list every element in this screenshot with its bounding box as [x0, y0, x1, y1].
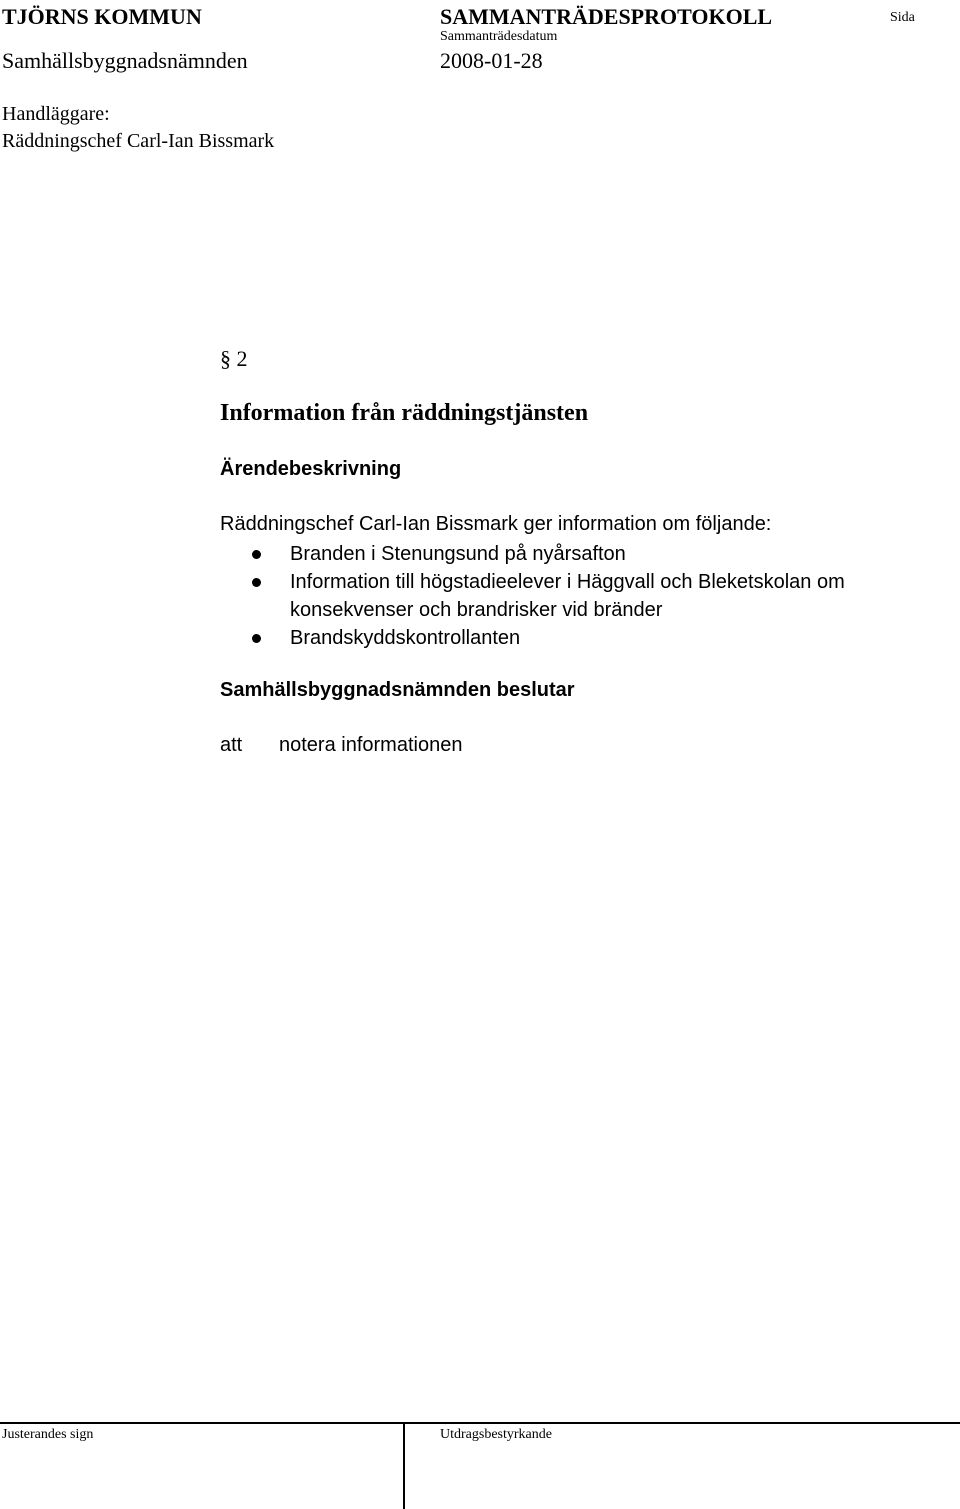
- meeting-date: 2008-01-28: [440, 48, 543, 73]
- page-title: Information från räddningstjänsten: [220, 400, 589, 426]
- list-item-text-line2: konsekvenser och brandrisker vid bränder: [290, 599, 663, 621]
- organization-name: TJÖRNS KOMMUN: [2, 4, 202, 29]
- bullet-list: [250, 540, 845, 652]
- section-subheading: Ärendebeskrivning: [220, 458, 402, 480]
- list-item-text-line1: Information till högstadieelever i Häggvall och Bleketskolan om: [290, 571, 845, 593]
- decision-text: notera informationen: [279, 734, 463, 756]
- bullet-icon: [252, 550, 261, 559]
- board-name: Samhällsbyggnadsnämnden: [2, 48, 248, 73]
- list-item: [250, 624, 845, 652]
- bullet-icon: [252, 578, 261, 587]
- paragraph-number: § 2: [220, 346, 248, 371]
- handlaggare-name: Räddningschef Carl-Ian Bissmark: [2, 130, 275, 152]
- list-item-text: Branden i Stenungsund på nyårsafton: [290, 543, 626, 565]
- handlaggare-label: Handläggare:: [2, 103, 110, 125]
- decision-att: att: [220, 734, 243, 756]
- list-item: [250, 568, 845, 624]
- footer-divider: [403, 1422, 405, 1509]
- footer-rule: [0, 1422, 960, 1424]
- document-type: SAMMANTRÄDESPROTOKOLL: [440, 4, 773, 29]
- bullet-icon: [252, 634, 261, 643]
- intro-text: Räddningschef Carl-Ian Bissmark ger information om följande:: [220, 513, 772, 535]
- date-label: Sammanträdesdatum: [440, 29, 558, 44]
- list-item: [250, 540, 845, 568]
- decision-heading: Samhällsbyggnadsnämnden beslutar: [220, 679, 575, 701]
- list-item-text: Brandskyddskontrollanten: [290, 627, 521, 649]
- page-label: Sida: [890, 10, 915, 25]
- footer-certification-label: Utdragsbestyrkande: [440, 1427, 552, 1442]
- footer-sign-label: Justerandes sign: [2, 1427, 94, 1442]
